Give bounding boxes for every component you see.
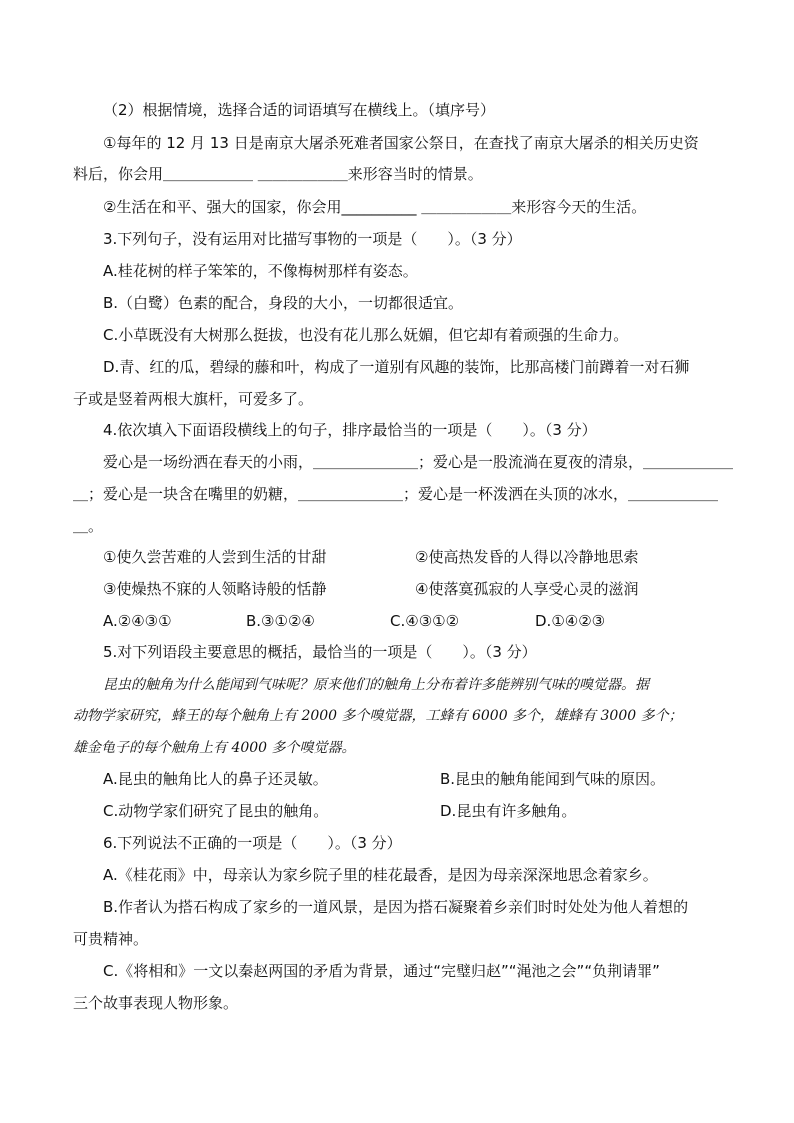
question-4-passage-line-1: 爱心是一场纷洒在春天的小雨，＿＿＿＿＿＿＿；爱心是一股流淌在夏夜的清泉，＿＿＿＿＿＿ <box>103 453 734 471</box>
question-6-option-c-cont: 三个故事表现人物形象。 <box>73 994 239 1012</box>
question-5-option-c: C.动物学家们研究了昆虫的触角。 <box>103 802 329 820</box>
question-6-option-b: B.作者认为搭石构成了家乡的一道风景，是因为搭石凝聚着乡亲们时时处处为他人着想的 <box>103 898 689 916</box>
question-3-option-c: C.小草既没有大树那么挺拔，也没有花儿那么妩媚，但它却有着顽强的生命力。 <box>103 326 629 344</box>
question-4-sentence-2: ②使高热发昏的人得以冷静地思索 <box>415 548 639 566</box>
question-3-option-b: B.（白鹭）色素的配合，身段的大小，一切都很适宜。 <box>103 294 464 312</box>
question-4-sentence-4: ④使落寞孤寂的人享受心灵的滋润 <box>415 580 639 598</box>
question-4-option-c: C.④③①② <box>390 612 460 630</box>
question-4-option-b: B.③①②④ <box>246 612 315 630</box>
question-6-option-b-cont: 可贵精神。 <box>73 930 149 948</box>
question-2-2-item-1: ①每年的 12 月 13 日是南京大屠杀死难者国家公祭日，在查找了南京大屠杀的相关历史资 <box>103 134 699 152</box>
question-5-passage-line-2: 动物学家研究，蜂王的每个触角上有 2000 多个嗅觉器，工蜂有 6000 多个，雄蜂有 3000 多个； <box>73 708 683 724</box>
question-3-option-d: D.青、红的瓜，碧绿的藤和叶，构成了一道别有风趣的装饰，比那高楼门前蹲着一对石狮 <box>103 358 690 376</box>
question-5-option-a: A.昆虫的触角比人的鼻子还灵敏。 <box>103 770 328 788</box>
question-6-option-a: A.《桂花雨》中，母亲认为家乡院子里的桂花最香，是因为母亲深深地思念着家乡。 <box>103 866 658 884</box>
question-4-passage-line-3: ＿。 <box>73 517 104 535</box>
question-5-passage-line-3: 雄金龟子的每个触角上有 4000 多个嗅觉器。 <box>73 740 356 756</box>
question-4-sentence-3: ③使燥热不寐的人领略诗般的恬静 <box>103 580 327 598</box>
question-5-option-d: D.昆虫有许多触角。 <box>440 802 577 820</box>
question-4-passage-line-2: ＿；爱心是一块含在嘴里的奶糖，＿＿＿＿＿＿＿；爱心是一杯泼洒在头顶的冰水，＿＿＿＿＿＿ <box>73 485 719 503</box>
question-2-2-item-2: ②生活在和平、强大的国家，你会用__________ ＿＿＿＿＿＿来形容今天的生活。 <box>103 198 647 216</box>
question-3-option-d-cont: 子或是竖着两根大旗杆，可爱多了。 <box>73 390 314 408</box>
question-5-stem: 5.对下列语段主要意思的概括，最恰当的一项是（ ）。（3 分） <box>103 643 537 661</box>
question-6-stem: 6.下列说法不正确的一项是（ ）。（3 分） <box>103 834 402 852</box>
question-2-2-instruction: （2）根据情境，选择合适的词语填写在横线上。（填序号） <box>103 101 496 119</box>
question-5-option-b: B.昆虫的触角能闻到气味的原因。 <box>440 770 666 788</box>
question-4-stem: 4.依次填入下面语段横线上的句子，排序最恰当的一项是（ ）。（3 分） <box>103 421 597 439</box>
question-4-sentence-1: ①使久尝苦难的人尝到生活的甘甜 <box>103 548 327 566</box>
question-5-passage-line-1: 昆虫的触角为什么能闻到气味呢？原来他们的触角上分布着许多能辨别气味的嗅觉器。据 <box>103 677 649 693</box>
question-2-2-item-1-cont: 料后，你会用＿＿＿＿＿＿ ＿＿＿＿＿＿来形容当时的情景。 <box>73 165 483 183</box>
question-3-stem: 3.下列句子，没有运用对比描写事物的一项是（ ）。（3 分） <box>103 230 522 248</box>
question-4-option-a: A.②④③① <box>103 612 172 630</box>
question-4-option-d: D.①④②③ <box>535 612 606 630</box>
question-6-option-c: C.《将相和》一文以秦赵两国的矛盾为背景，通过“完璧归赵”“渑池之会”“负荆请罪” <box>103 962 660 980</box>
question-3-option-a: A.桂花树的样子笨笨的，不像梅树那样有姿态。 <box>103 262 418 280</box>
